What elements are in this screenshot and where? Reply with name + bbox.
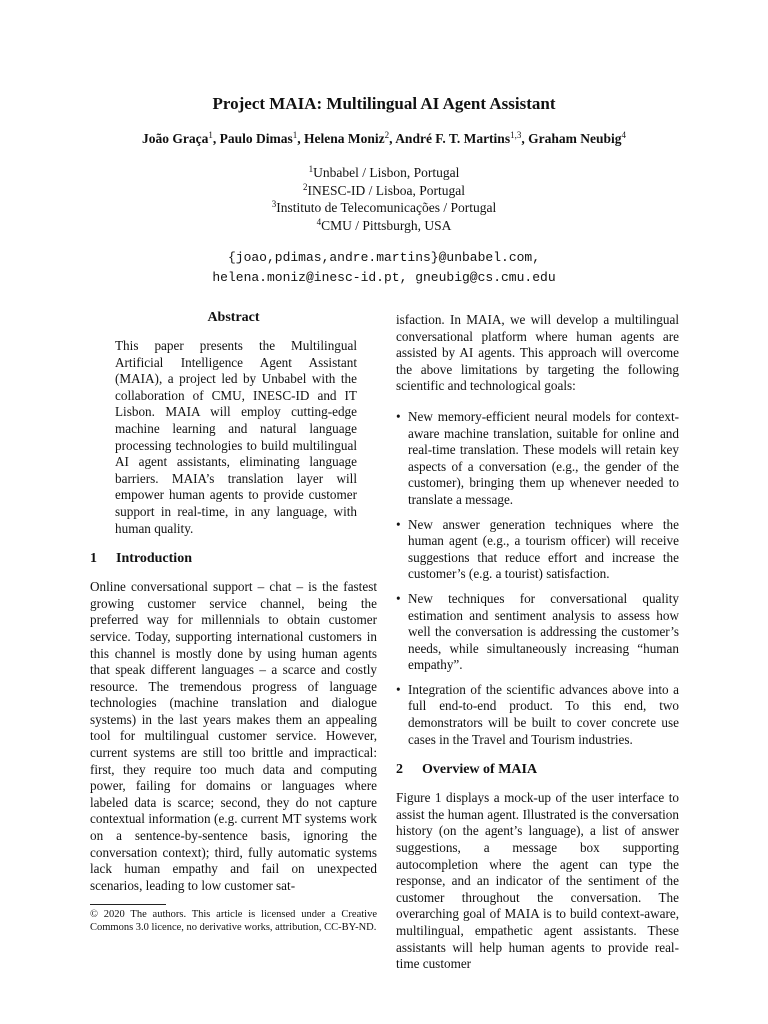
- license-footnote: © 2020 The authors. This article is licensed under a Creative Commons 3.0 licence, no derivative works, attribution, CC-BY-ND.: [90, 909, 377, 933]
- author-list: [0, 131, 768, 147]
- section-heading-introduction: [90, 551, 377, 567]
- bullet-icon: •: [396, 408, 401, 424]
- right-column: [396, 312, 679, 973]
- affiliation: $^2$INESC-ID / Lisboa, Portugal: [303, 181, 465, 198]
- affiliation: $^4$CMU / Pittsburgh, USA: [316, 217, 452, 234]
- bullet-icon: •: [396, 590, 401, 606]
- section-title: Introduction: [116, 551, 192, 567]
- list-item: • Integration of the scientific advances above into a full end-to-end product. To this end, two demonstrators will be built to cover concrete use cases in the Travel and Tourism industries.: [396, 681, 679, 747]
- affiliation: $^1$Unbabel / Lisbon, Portugal: [308, 164, 460, 180]
- author: Paulo Dimas$^1$,: [219, 130, 305, 146]
- email-line: helena.moniz@inesc-id.pt, gneubig@cs.cmu.edu: [212, 270, 556, 285]
- email-line: {joao,pdimas,andre.martins}@unbabel.com,: [227, 250, 541, 265]
- author: Helena Moniz$^2$,: [304, 130, 396, 146]
- bullet-icon: •: [396, 516, 401, 532]
- section-title: Overview of MAIA: [422, 762, 538, 778]
- bullet-icon: •: [396, 681, 401, 697]
- abstract-heading: Abstract: [207, 310, 260, 325]
- list-item: • New memory-efficient neural models for context-aware machine translation, suitable for online and real-time translation. These models will retain key aspects of a conversation (e.g., the gender of the customer), bringing them up whenever needed to translate a message.: [396, 408, 679, 507]
- author-emails: [0, 248, 768, 288]
- left-column: [90, 310, 377, 934]
- section-number: 1: [90, 551, 97, 567]
- goals-list: [396, 409, 679, 748]
- goals-intro-paragraph: isfaction. In MAIA, we will develop a multilingual conversational platform where human agents are assisted by AI agents. This approach will overcome the above limitations by targeting the following scientific and technological goals:: [396, 312, 679, 394]
- affiliation-list: [0, 164, 768, 235]
- abstract-text: This paper presents the Multilingual Artificial Intelligence Agent Assistant (MAIA), a project led by Unbabel with the collaboration of CMU, INESC-ID and IT Lisbon. MAIA will employ cutting-edge machine learning and natural language processing technologies to build multilingual AI agent assistants, eliminating language barriers. MAIA’s translation layer will empower human agents to provide customer support in real-time, in any language, with human quality.: [115, 338, 357, 536]
- introduction-paragraph: Online conversational support – chat – is the fastest growing customer service channel, being the preferred way for millennials to obtain customer service. Today, supporting international customers in this channel is mostly done by using human agents that speak different languages – a scarce and costly resource. The tremendous progress of language technologies (machine translation and dialogue systems) in the last years makes them an appealing tool for multilingual customer service. However, current systems are still too brittle and impractical: first, they require too much data and computing power, failing for domains or languages where labeled data is scarce; second, they do not capture contextual information (e.g. current MT systems work on a sentence-by-sentence basis, ignoring the conversation context); third, fully automatic systems lack human empathy and fail on unexpected scenarios, leading to low customer sat-: [90, 579, 377, 893]
- paper-title: Project MAIA: Multilingual AI Agent Assistant: [212, 94, 556, 113]
- section-number: 2: [396, 762, 403, 778]
- list-item: • New techniques for conversational quality estimation and sentiment analysis to assess how well the conversation is addressing the customer’s needs, while simultaneously increasing “human empathy”.: [396, 590, 679, 673]
- author: João Graça$^1$,: [142, 130, 220, 146]
- list-item: • New answer generation techniques where the human agent (e.g., a tourism officer) will receive suggestions that reduce effort and increase the customer’s (e.g. a tourist) satisfaction.: [396, 516, 679, 582]
- overview-paragraph: Figure 1 displays a mock-up of the user interface to assist the human agent. Illustrated is the conversation history (on the agent’s language), a list of answer suggestions, a message box supporting autocompletion where the agent can type the response, and an indicator of the sentiment of the customer throughout the conversation. The overarching goal of MAIA is to build context-aware, multilingual, empathetic agent assistants. These assistants will help human agents to provide real-time customer: [396, 790, 679, 972]
- section-heading-overview: [396, 762, 679, 778]
- author: André F. T. Martins$^{1,3}$,: [395, 130, 529, 146]
- author: Graham Neubig$^4$: [528, 130, 626, 146]
- affiliation: $^3$Instituto de Telecomunicações / Portugal: [271, 199, 497, 216]
